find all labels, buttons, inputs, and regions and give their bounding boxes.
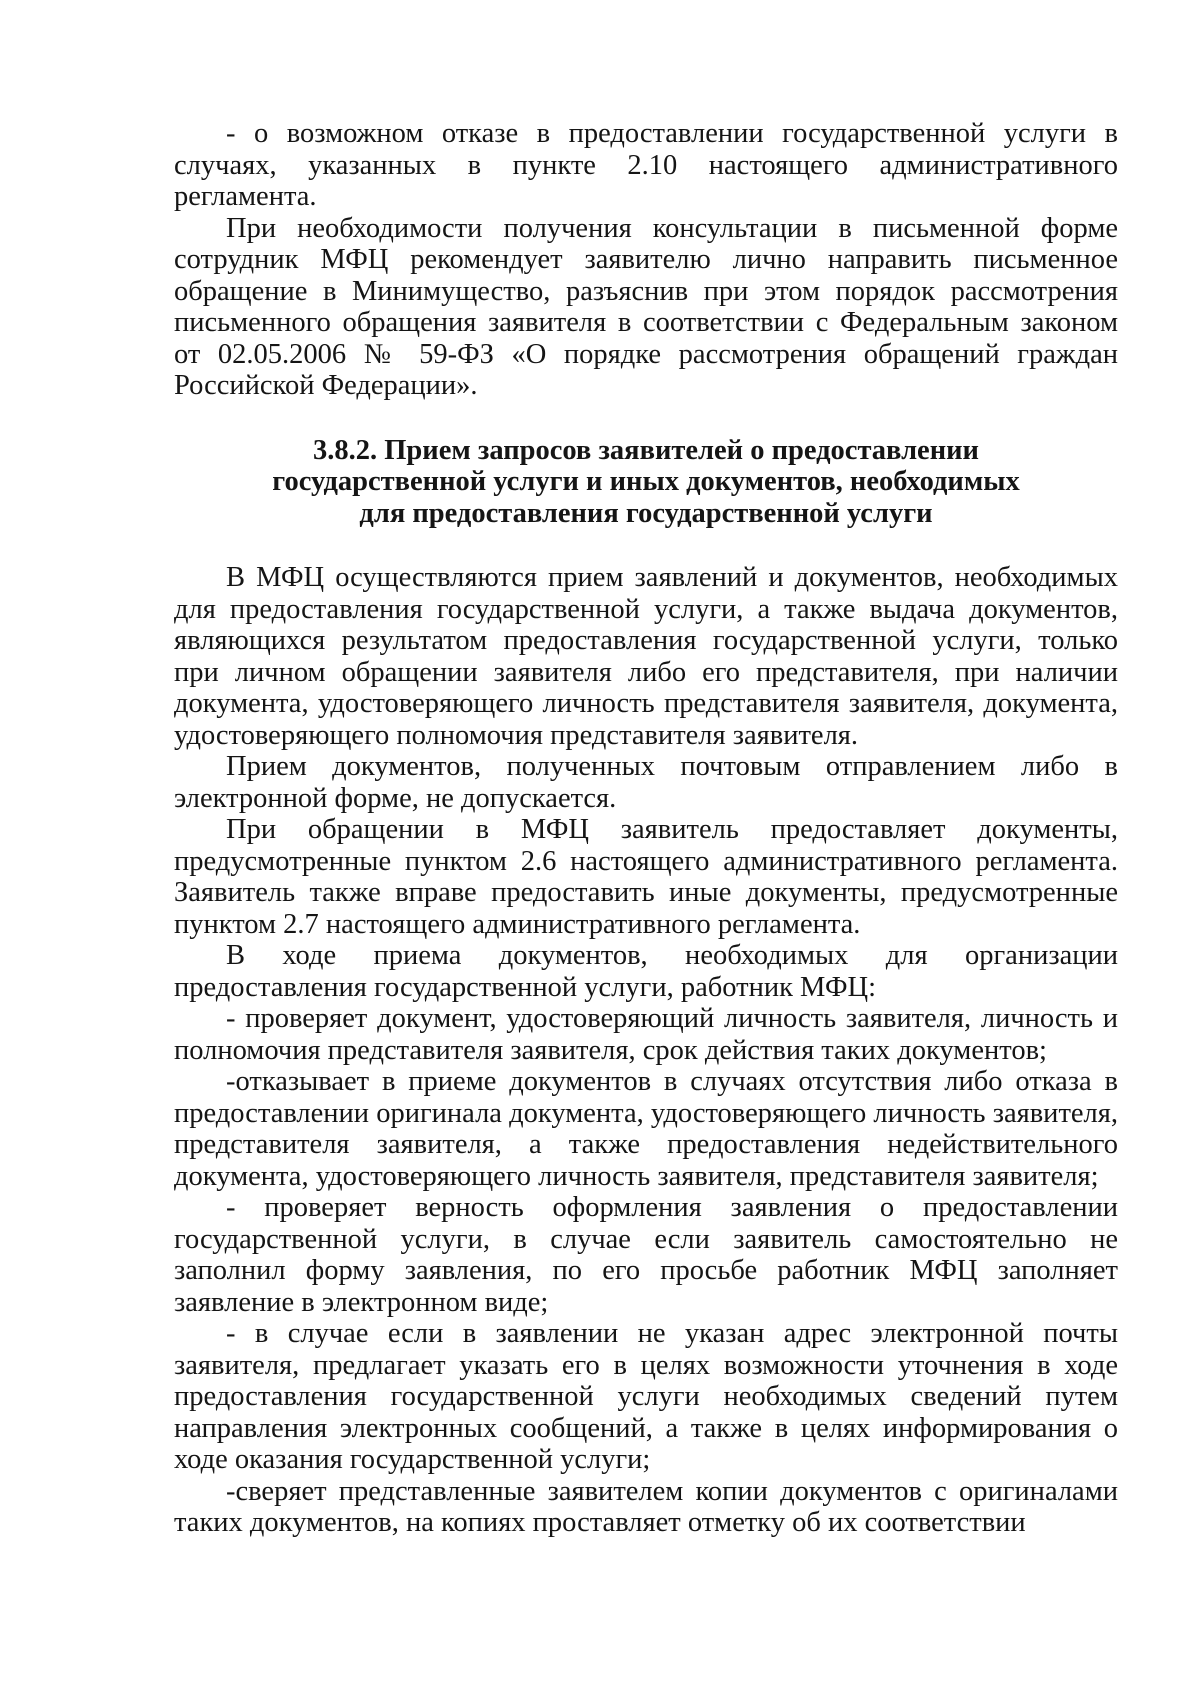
section-heading-line-1: 3.8.2. Прием запросов заявителей о предоставлении: [313, 434, 979, 466]
document-page: [174, 118, 1118, 1539]
body-paragraph-checks-identity: - проверяет документ, удостоверяющий личность заявителя, личность и полномочия представителя заявителя, срок действия таких документов;: [174, 1003, 1118, 1066]
body-paragraph-verifies-copies: -сверяет представленные заявителем копии документов с оригиналами таких документов, на копиях проставляет отметку об их соответствии: [174, 1475, 1118, 1538]
body-paragraph-checks-application: - проверяет верность оформления заявления о предоставлении государственной услуги, в случае если заявитель самостоятельно не заполнил форму заявления, по его просьбе работник МФЦ заполняет заявление в электронном виде;: [174, 1192, 1118, 1318]
section-heading: [174, 435, 1118, 530]
section-heading-line-2: государственной услуги и иных документов, необходимых: [272, 466, 1020, 497]
intro-paragraph-written-consultation: При необходимости получения консультации в письменной форме сотрудник МФЦ рекомендует заявителю лично направить письменное обращение в Минимущество, разъяснив при этом порядок рассмотрения письменного обращения заявителя в соответствии с Федеральным законом от 02.05.2006 № 59-ФЗ «О порядке рассмотрения обращений граждан Российской Федерации».: [174, 212, 1118, 401]
body-paragraph-email-address: - в случае если в заявлении не указан адрес электронной почты заявителя, предлагает указать его в целях возможности уточнения в ходе предоставления государственной услуги необходимых сведений путем направления электронных сообщений, а также в целях информирования о ходе оказания государственной услуги;: [174, 1318, 1118, 1475]
body-paragraph-postal-not-allowed: Прием документов, полученных почтовым отправлением либо в электронной форме, не допускается.: [174, 751, 1118, 814]
body-paragraph-refuses-acceptance: -отказывает в приеме документов в случаях отсутствия либо отказа в предоставлении оригинала документа, удостоверяющего личность заявителя, представителя заявителя, а также предоставления недействительного документа, удостоверяющего личность заявителя, представителя заявителя;: [174, 1066, 1118, 1192]
body-paragraph-documents-provided: При обращении в МФЦ заявитель предоставляет документы, предусмотренные пунктом 2.6 настоящего административного регламента. Заявитель также вправе предоставить иные документы, предусмотренные пунктом 2.7 настоящего административного регламента.: [174, 814, 1118, 940]
intro-paragraph-refusal: - о возможном отказе в предоставлении государственной услуги в случаях, указанных в пункте 2.10 настоящего административного регламента.: [174, 118, 1118, 212]
body-paragraph-acceptance: В МФЦ осуществляются прием заявлений и документов, необходимых для предоставления государственной услуги, а также выдача документов, являющихся результатом предоставления государственной услуги, только при личном обращении заявителя либо его представителя, при наличии документа, удостоверяющего личность представителя заявителя, документа, удостоверяющего полномочия представителя заявителя.: [174, 562, 1118, 751]
body-paragraph-intake-intro: В ходе приема документов, необходимых для организации предоставления государственной услуги, работник МФЦ:: [174, 940, 1118, 1003]
section-heading-line-3: для предоставления государственной услуги: [359, 497, 933, 529]
